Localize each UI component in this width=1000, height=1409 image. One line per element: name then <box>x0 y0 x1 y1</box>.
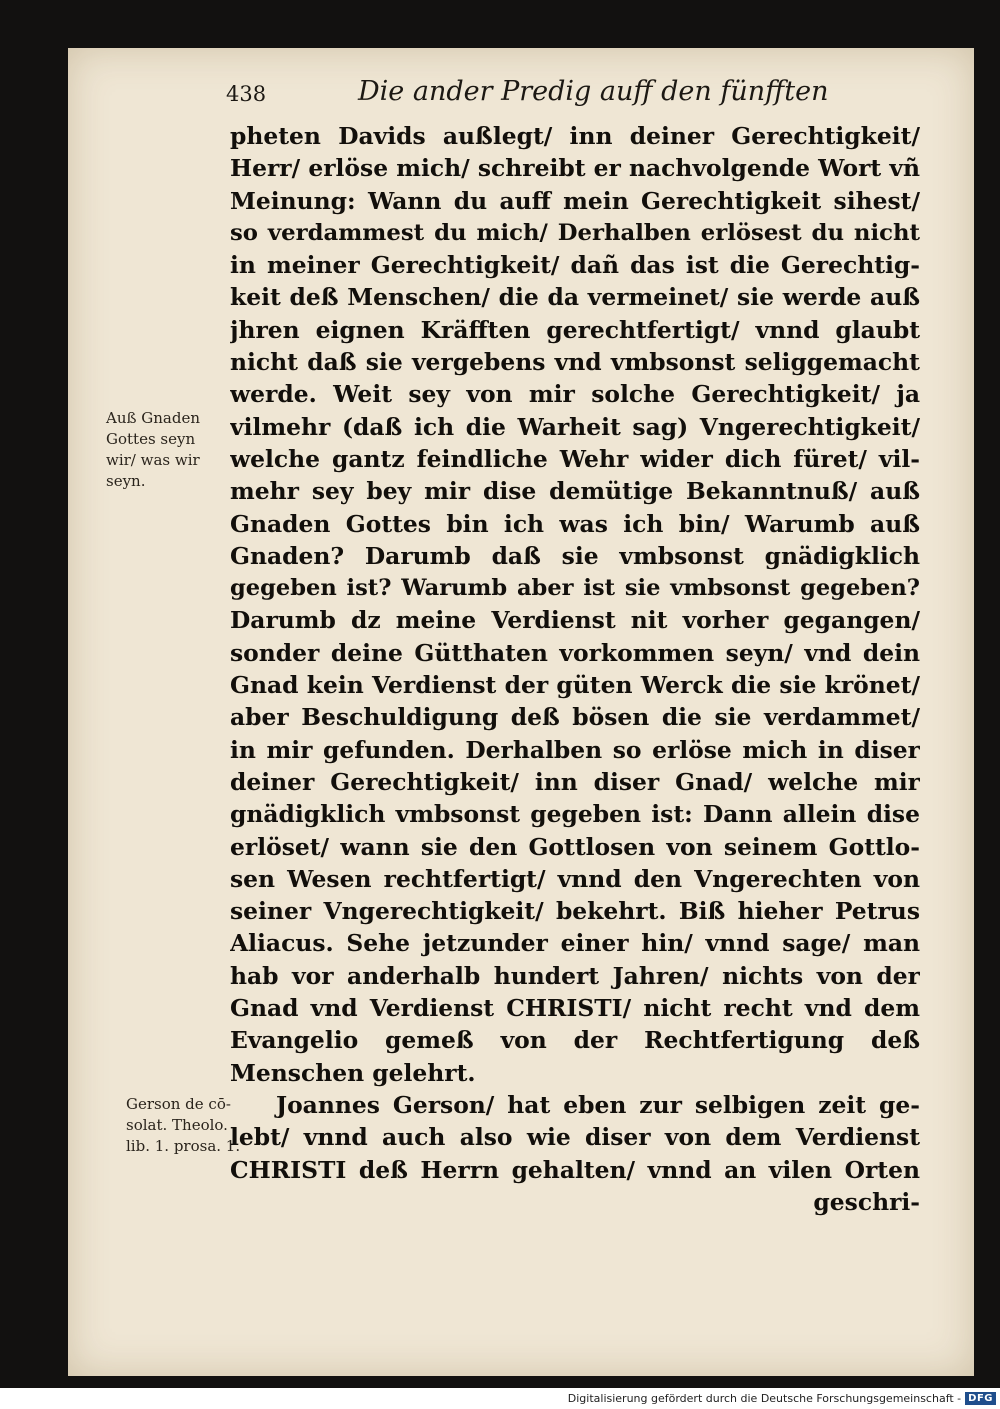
text-line: vilmehr (daß ich die Warheit sag) Vngerechtigkeit/ <box>230 412 920 441</box>
text-line: aber Beschuldigung deß bösen die sie verdammet/ <box>230 703 920 732</box>
text-line: sonder deine Gütthaten vorkommen seyn/ vnd dein <box>230 638 920 667</box>
text-line: Meinung: Wann du auff mein Gerechtigkeit sihest/ <box>230 186 920 215</box>
text-line: Gnad kein Verdienst der güten Werck die sie krönet/ <box>230 671 920 700</box>
text-line: seiner Vngerechtigkeit/ bekehrt. Biß hieher Petrus <box>230 897 920 926</box>
text-line: jhren eignen Kräfften gerechtfertigt/ vnnd glaubt <box>230 315 920 344</box>
running-head: Die ander Predig auff den fünfften <box>358 76 829 107</box>
text-line: nicht daß sie vergebens vnd vmbsonst seliggemacht <box>230 348 920 377</box>
funding-text: Digitalisierung gefördert durch die Deutsche Forschungsgemeinschaft - <box>567 1391 962 1405</box>
text-line: Gnaden? Darumb daß sie vmbsonst gnädigklich <box>230 541 920 570</box>
text-line: Gnad vnd Verdienst CHRISTI/ nicht recht vnd dem <box>230 994 920 1023</box>
text-line: Herr/ erlöse mich/ schreibt er nachvolgende Wort vñ <box>230 154 920 183</box>
book-page <box>68 48 974 1376</box>
margin-note-line: Gerson de cō- <box>126 1095 231 1113</box>
text-line: gnädigklich vmbsonst gegeben ist: Dann allein dise <box>230 800 920 829</box>
text-line: welche gantz feindliche Wehr wider dich füret/ vil- <box>230 444 920 473</box>
text-line: werde. Weit sey von mir solche Gerechtigkeit/ ja <box>230 380 920 409</box>
text-line: sen Wesen rechtfertigt/ vnnd den Vngerechten von <box>230 864 920 893</box>
text-line: deiner Gerechtigkeit/ inn diser Gnad/ welche mir <box>230 767 920 796</box>
text-line: Aliacus. Sehe jetzunder einer hin/ vnnd sage/ man <box>230 929 920 958</box>
margin-note-line: Gottes seyn <box>106 430 196 448</box>
text-line: CHRISTI deß Herrn gehalten/ vnnd an vilen Orten <box>230 1155 920 1184</box>
text-line: mehr sey bey mir dise demütige Bekanntnuß/ auß <box>230 477 920 506</box>
text-line: keit deß Menschen/ die da vermeinet/ sie werde auß <box>230 283 920 312</box>
text-line: pheten Davids außlegt/ inn deiner Gerechtigkeit/ <box>230 122 920 150</box>
text-line: Evangelio gemeß von der Rechtfertigung deß <box>230 1026 920 1055</box>
page-header <box>226 76 829 116</box>
text-line: Joannes Gerson/ hat eben zur selbigen zeit ge- <box>276 1090 920 1119</box>
margin-note-line: seyn. <box>106 472 146 490</box>
funding-footer <box>568 1389 996 1407</box>
text-line: Darumb dz meine Verdienst nit vorher gegangen/ <box>230 606 920 635</box>
text-line: Gnaden Gottes bin ich was ich bin/ Warumb auß <box>230 509 920 538</box>
body-text <box>230 120 920 1218</box>
margin-note-line: wir/ was wir <box>106 451 200 469</box>
text-line: in meiner Gerechtigkeit/ dañ das ist die Gerechtig- <box>230 251 920 280</box>
text-line: so verdammest du mich/ Derhalben erlösest du nicht <box>230 219 920 246</box>
text-line: hab vor anderhalb hundert Jahren/ nichts von der <box>230 961 920 990</box>
catchword: geschri- <box>813 1187 920 1216</box>
margin-note-line: solat. Theolo. <box>126 1116 228 1134</box>
text-line: erlöset/ wann sie den Gottlosen von seinem Gottlo- <box>230 832 920 861</box>
text-line: in mir gefunden. Derhalben so erlöse mich in diser <box>230 735 920 764</box>
text-line: gegeben ist? Warumb aber ist sie vmbsonst gegeben? <box>230 575 920 602</box>
text-line: lebt/ vnnd auch also wie diser von dem Verdienst <box>230 1123 920 1152</box>
dfg-logo: DFG <box>965 1392 996 1405</box>
text-line: Menschen gelehrt. <box>230 1058 476 1087</box>
margin-note-line: lib. 1. prosa. 1. <box>126 1137 241 1155</box>
margin-note-line: Auß Gnaden <box>106 409 201 427</box>
page-number: 438 <box>226 82 267 106</box>
margin-note-grace <box>106 408 236 492</box>
